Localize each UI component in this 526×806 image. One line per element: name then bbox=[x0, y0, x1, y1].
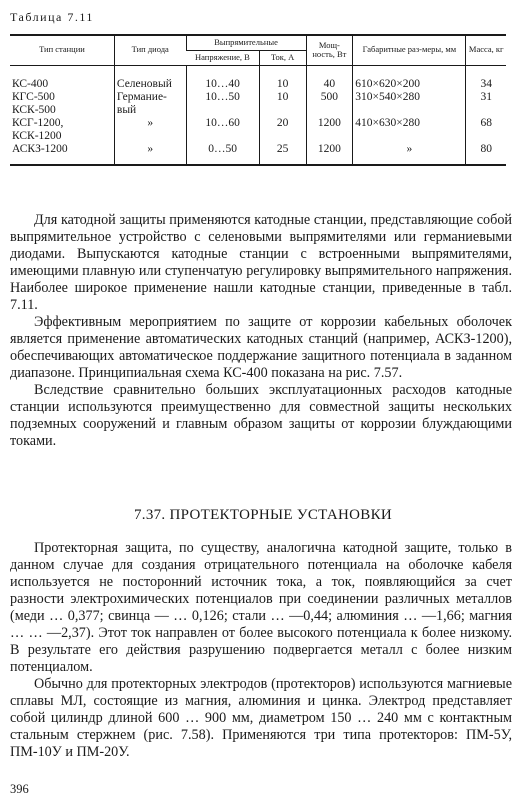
cell-power: 40 bbox=[306, 65, 353, 91]
cathode-stations-table bbox=[10, 34, 506, 166]
cell-diode-type: » bbox=[114, 143, 186, 165]
cell-current: 20 bbox=[259, 117, 306, 143]
header-diode-type: Тип диода bbox=[114, 35, 186, 65]
cell-dimensions: 310×540×280 bbox=[353, 91, 466, 117]
header-dimensions: Габаритные раз-меры, мм bbox=[353, 35, 466, 65]
table-row bbox=[10, 117, 506, 143]
table-row bbox=[10, 143, 506, 165]
cell-power: 1200 bbox=[306, 143, 353, 165]
header-rectified-group: Выпрямительные bbox=[186, 35, 306, 50]
cell-current: 10 bbox=[259, 65, 306, 91]
section-heading: 7.37. ПРОТЕКТОРНЫЕ УСТАНОВКИ bbox=[133, 507, 393, 523]
cell-mass: 80 bbox=[466, 143, 506, 165]
cell-diode-type: » bbox=[114, 117, 186, 143]
header-station-type: Тип станции bbox=[10, 35, 114, 65]
cell-dimensions: 610×620×200 bbox=[353, 65, 466, 91]
cell-station-type: КСГ-1200, КСК-1200 bbox=[12, 116, 64, 142]
cell-mass: 68 bbox=[466, 117, 506, 143]
cell-current: 10 bbox=[259, 91, 306, 117]
table-row bbox=[10, 65, 506, 91]
header-current: Ток, А bbox=[259, 50, 306, 65]
paragraph: Протекторная защита, по существу, аналогична катодной защите, только в данном случае для создания отрицательного потенциала на оболочке кабеля используется не посторонний источник тока, а ток, появляющийся за счет разности электрохимических потенциалов при соединении различных металлов (меди … 0,377; свинца — … 0,126; стали … —0,44; алюминия … —1,66; магния … … —2,37). Этот ток направлен от более высокого потенциала к более низкому. В результате его действия разрушению подвергается металл с более низким потенциалом. bbox=[10, 540, 512, 675]
cell-mass: 31 bbox=[466, 91, 506, 117]
cell-diode-type: Селеновый bbox=[114, 65, 186, 91]
cell-voltage: 10…60 bbox=[186, 117, 259, 143]
body-text-bottom bbox=[10, 540, 512, 761]
cell-power: 500 bbox=[306, 91, 353, 117]
cell-power: 1200 bbox=[306, 117, 353, 143]
body-text-top bbox=[10, 212, 512, 450]
paragraph: Обычно для протекторных электродов (протекторов) используются магниевые сплавы МЛ, состоящие из магния, алюминия и цинка. Электрод представляет собой цилиндр длиной 600 … 900 мм, диаметром 150 … 240 мм с контактным стальным стержнем (рис. 7.58). Применяются три типа протекторов: ПМ-5У, ПМ-10У и ПМ-20У. bbox=[10, 676, 512, 760]
cell-station-type: КГС-500 КСК-500 bbox=[12, 90, 56, 116]
table-row bbox=[10, 91, 506, 117]
cell-voltage: 0…50 bbox=[186, 143, 259, 165]
header-power: Мощ-ность, Вт bbox=[306, 35, 353, 65]
header-mass: Масса, кг bbox=[466, 35, 506, 65]
cell-dimensions: » bbox=[353, 143, 466, 165]
cell-voltage: 10…50 bbox=[186, 91, 259, 117]
page-number: 396 bbox=[10, 782, 29, 796]
header-voltage: Напряжение, В bbox=[186, 50, 259, 65]
cell-station-type: КС-400 bbox=[12, 77, 49, 90]
cell-dimensions: 410×630×280 bbox=[353, 117, 466, 143]
cell-current: 25 bbox=[259, 143, 306, 165]
cell-voltage: 10…40 bbox=[186, 65, 259, 91]
cell-diode-type: Германие- вый bbox=[114, 91, 186, 117]
cell-station-type: АСКЗ-1200 bbox=[10, 143, 114, 165]
paragraph: Для катодной защиты применяются катодные станции, представляющие собой выпрямительное устройство с селеновыми выпрямителями или германиевыми диодами. Выпускаются катодные станции с встроенными выпрямителями, имеющими плавную или ступенчатую регулировку выпрямительного напряжения. Наиболее широкое применение нашли катодные станции, приведенные в табл. 7.11. bbox=[10, 212, 512, 313]
paragraph: Вследствие сравнительно больших эксплуатационных расходов катодные станции используются преимущественно для совместной защиты нескольких подземных сооружений и главным образом защиты от коррозии блуждающими токами. bbox=[10, 382, 512, 449]
paragraph: Эффективным мероприятием по защите от коррозии кабельных оболочек является применение автоматических катодных станций (например, АСКЗ-1200), обеспечивающих автоматическое поддержание защитного потенциала в заданном диапазоне. Принципиальная схема КС-400 показана на рис. 7.57. bbox=[10, 314, 512, 381]
table-caption: Таблица 7.11 bbox=[10, 10, 94, 24]
cell-mass: 34 bbox=[466, 65, 506, 91]
